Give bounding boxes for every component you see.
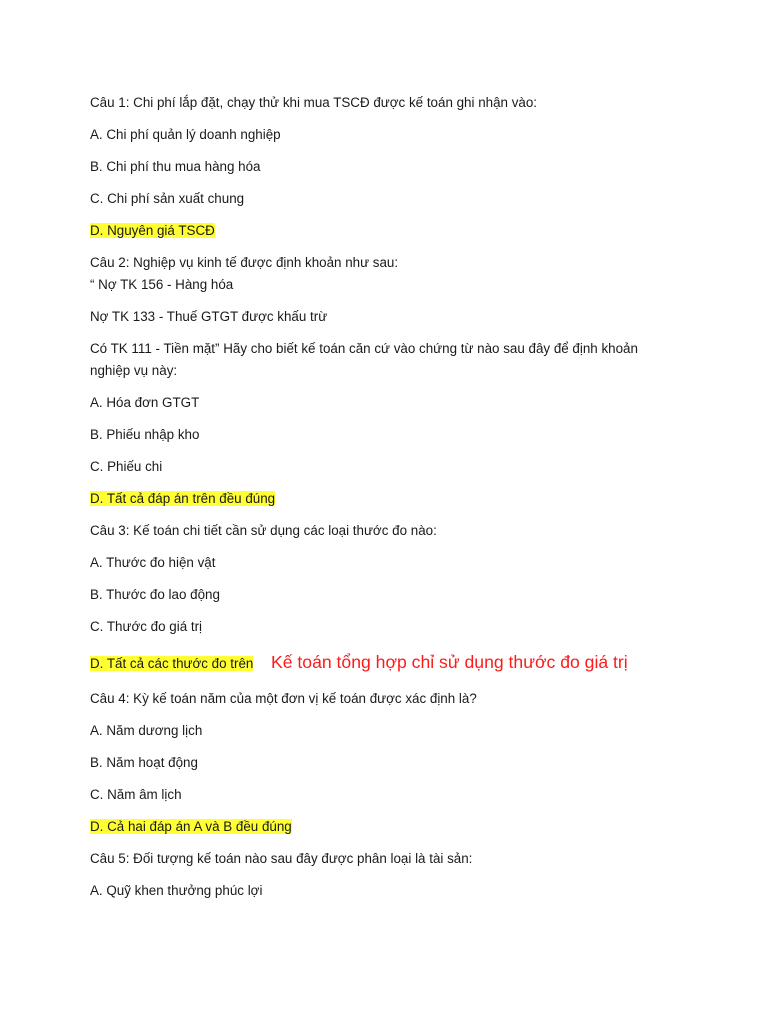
q3-option-a: A. Thước đo hiện vật xyxy=(90,555,216,570)
q1-option-a: A. Chi phí quản lý doanh nghiệp xyxy=(90,127,281,142)
q1-option-d-answer: D. Nguyên giá TSCĐ xyxy=(90,223,215,238)
q2-option-b: B. Phiếu nhập kho xyxy=(90,427,200,442)
q4-option-a: A. Năm dương lịch xyxy=(90,723,203,738)
question-5: Câu 5: Đối tượng kế toán nào sau đây được phân loại là tài sản: xyxy=(90,851,473,866)
q2-entry-credit-111: Có TK 111 - Tiền mặt” Hãy cho biết kế toán căn cứ vào chứng từ nào sau đây để định khoản xyxy=(90,341,638,356)
q5-option-a: A. Quỹ khen thưởng phúc lợi xyxy=(90,883,263,898)
q2-option-d-wrapper xyxy=(90,488,275,509)
q3-option-b: B. Thước đo lao động xyxy=(90,587,220,602)
q2-option-a: A. Hóa đơn GTGT xyxy=(90,395,200,410)
q2-option-c: C. Phiếu chi xyxy=(90,459,163,474)
q1-option-b: B. Chi phí thu mua hàng hóa xyxy=(90,159,261,174)
q3-option-c: C. Thước đo giá trị xyxy=(90,619,203,634)
q3-option-d-wrapper xyxy=(90,653,253,674)
q1-option-d-wrapper xyxy=(90,220,215,241)
question-3: Câu 3: Kế toán chi tiết cần sử dụng các loại thước đo nào: xyxy=(90,523,437,538)
q1-option-c: C. Chi phí sản xuất chung xyxy=(90,191,245,206)
q4-option-b: B. Năm hoạt động xyxy=(90,755,198,770)
q4-option-d-wrapper xyxy=(90,816,292,837)
q4-option-c: C. Năm âm lịch xyxy=(90,787,182,802)
question-2: Câu 2: Nghiệp vụ kinh tế được định khoản như sau: xyxy=(90,255,399,270)
q4-option-d-answer: D. Cả hai đáp án A và B đều đúng xyxy=(90,819,292,834)
question-4: Câu 4: Kỳ kế toán năm của một đơn vị kế toán được xác định là? xyxy=(90,691,477,706)
q2-option-d-answer: D. Tất cả đáp án trên đều đúng xyxy=(90,491,276,506)
q2-entry-debit-156: “ Nợ TK 156 - Hàng hóa xyxy=(90,277,234,292)
question-1: Câu 1: Chi phí lắp đặt, chạy thử khi mua TSCĐ được kế toán ghi nhận vào: xyxy=(90,95,538,110)
q3-option-d-answer: D. Tất cả các thước đo trên xyxy=(90,656,254,671)
q2-entry-continuation: nghiệp vụ này: xyxy=(90,363,178,378)
q2-entry-debit-133: Nợ TK 133 - Thuế GTGT được khấu trừ xyxy=(90,309,328,324)
q3-note: Kế toán tổng hợp chỉ sử dụng thước đo giá trị xyxy=(271,652,628,672)
